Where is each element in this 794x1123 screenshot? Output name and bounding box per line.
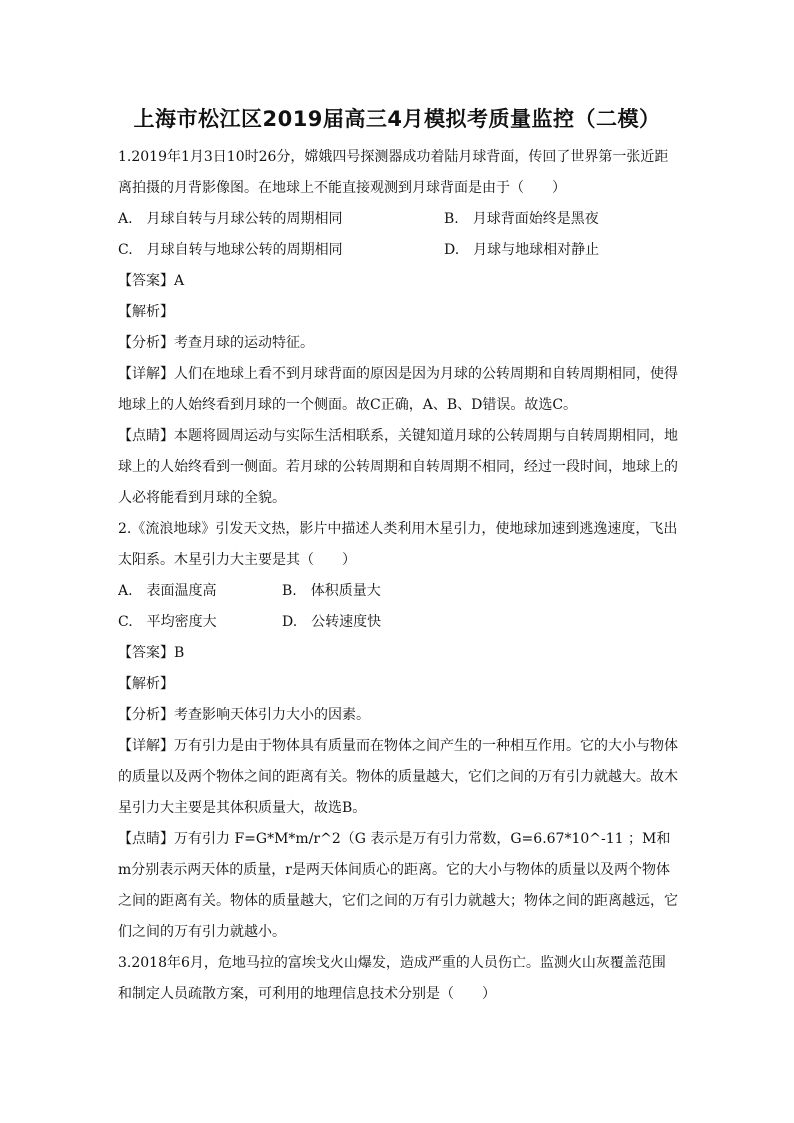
q2-option-a: A. 表面温度高 bbox=[118, 583, 217, 599]
q2-analysis-heading: 【解析】 bbox=[118, 676, 174, 692]
q2-option-b: B. 体积质量大 bbox=[282, 583, 381, 599]
q1-analysis-heading: 【解析】 bbox=[118, 304, 174, 320]
document-body bbox=[118, 142, 678, 1010]
q1-option-d: D. 月球与地球相对静止 bbox=[444, 242, 600, 258]
q2-option-d: D. 公转速度快 bbox=[282, 614, 382, 630]
document-title: 上海市松江区2019届高三4月模拟考质量监控（二模） bbox=[133, 107, 661, 131]
q1-answer: 【答案】A bbox=[118, 273, 185, 289]
q2-fenxi: 【分析】考查影响天体引力大小的因素。 bbox=[118, 707, 370, 723]
q2-dianjing: 【点睛】万有引力 F=G*M*m/r^2（G 表示是万有引力常数，G=6.67*10^-11 ；M和m分别表示两天体的质量，r是两天体间质心的距离。它的大小与物体的质量以及两个物体之间的距离有关。物体的质量越大，它们之间的万有引力就越大；物体之间的距离越远，它们之间的万有引力就越小。 bbox=[118, 831, 678, 940]
q1-options-row-2 bbox=[118, 235, 678, 266]
q1-xiangjie: 【详解】人们在地球上看不到月球背面的原因是因为月球的公转周期和自转周期相同，使得地球上的人始终看到月球的一个侧面。故C正确，A、B、D错误。故选C。 bbox=[118, 366, 678, 413]
q2-stem: 2.《流浪地球》引发天文热，影片中描述人类利用木星引力，使地球加速到逃逸速度，飞出太阳系。木星引力大主要是其（ ） bbox=[118, 521, 678, 568]
q1-option-a: A. 月球自转与月球公转的周期相同 bbox=[118, 211, 343, 227]
q2-option-c: C. 平均密度大 bbox=[118, 614, 217, 630]
q1-fenxi: 【分析】考查月球的运动特征。 bbox=[118, 335, 314, 351]
q1-dianjing: 【点睛】本题将圆周运动与实际生活相联系，关键知道月球的公转周期与自转周期相同，地球上的人始终看到一侧面。若月球的公转周期和自转周期不相同，经过一段时间，地球上的人必将能看到月球的全貌。 bbox=[118, 428, 678, 506]
q2-options-row-2 bbox=[118, 607, 678, 638]
q1-options-row-1 bbox=[118, 204, 678, 235]
q1-stem: 1.2019年1月3日10时26分，嫦娥四号探测器成功着陆月球背面，传回了世界第一张近距离拍摄的月背影像图。在地球上不能直接观测到月球背面是由于（ ） bbox=[118, 149, 669, 196]
q2-options-row-1 bbox=[118, 576, 678, 607]
q1-option-c: C. 月球自转与地球公转的周期相同 bbox=[118, 242, 343, 258]
q3-stem: 3.2018年6月，危地马拉的富埃戈火山爆发，造成严重的人员伤亡。监测火山灰覆盖范围和制定人员疏散方案，可利用的地理信息技术分别是（ ） bbox=[118, 955, 666, 1002]
q1-option-b: B. 月球背面始终是黑夜 bbox=[444, 211, 599, 227]
q2-answer: 【答案】B bbox=[118, 645, 185, 661]
q2-xiangjie: 【详解】万有引力是由于物体具有质量而在物体之间产生的一种相互作用。它的大小与物体的质量以及两个物体之间的距离有关。物体的质量越大，它们之间的万有引力就越大。故木星引力大主要是其体积质量大，故选B。 bbox=[118, 738, 678, 816]
